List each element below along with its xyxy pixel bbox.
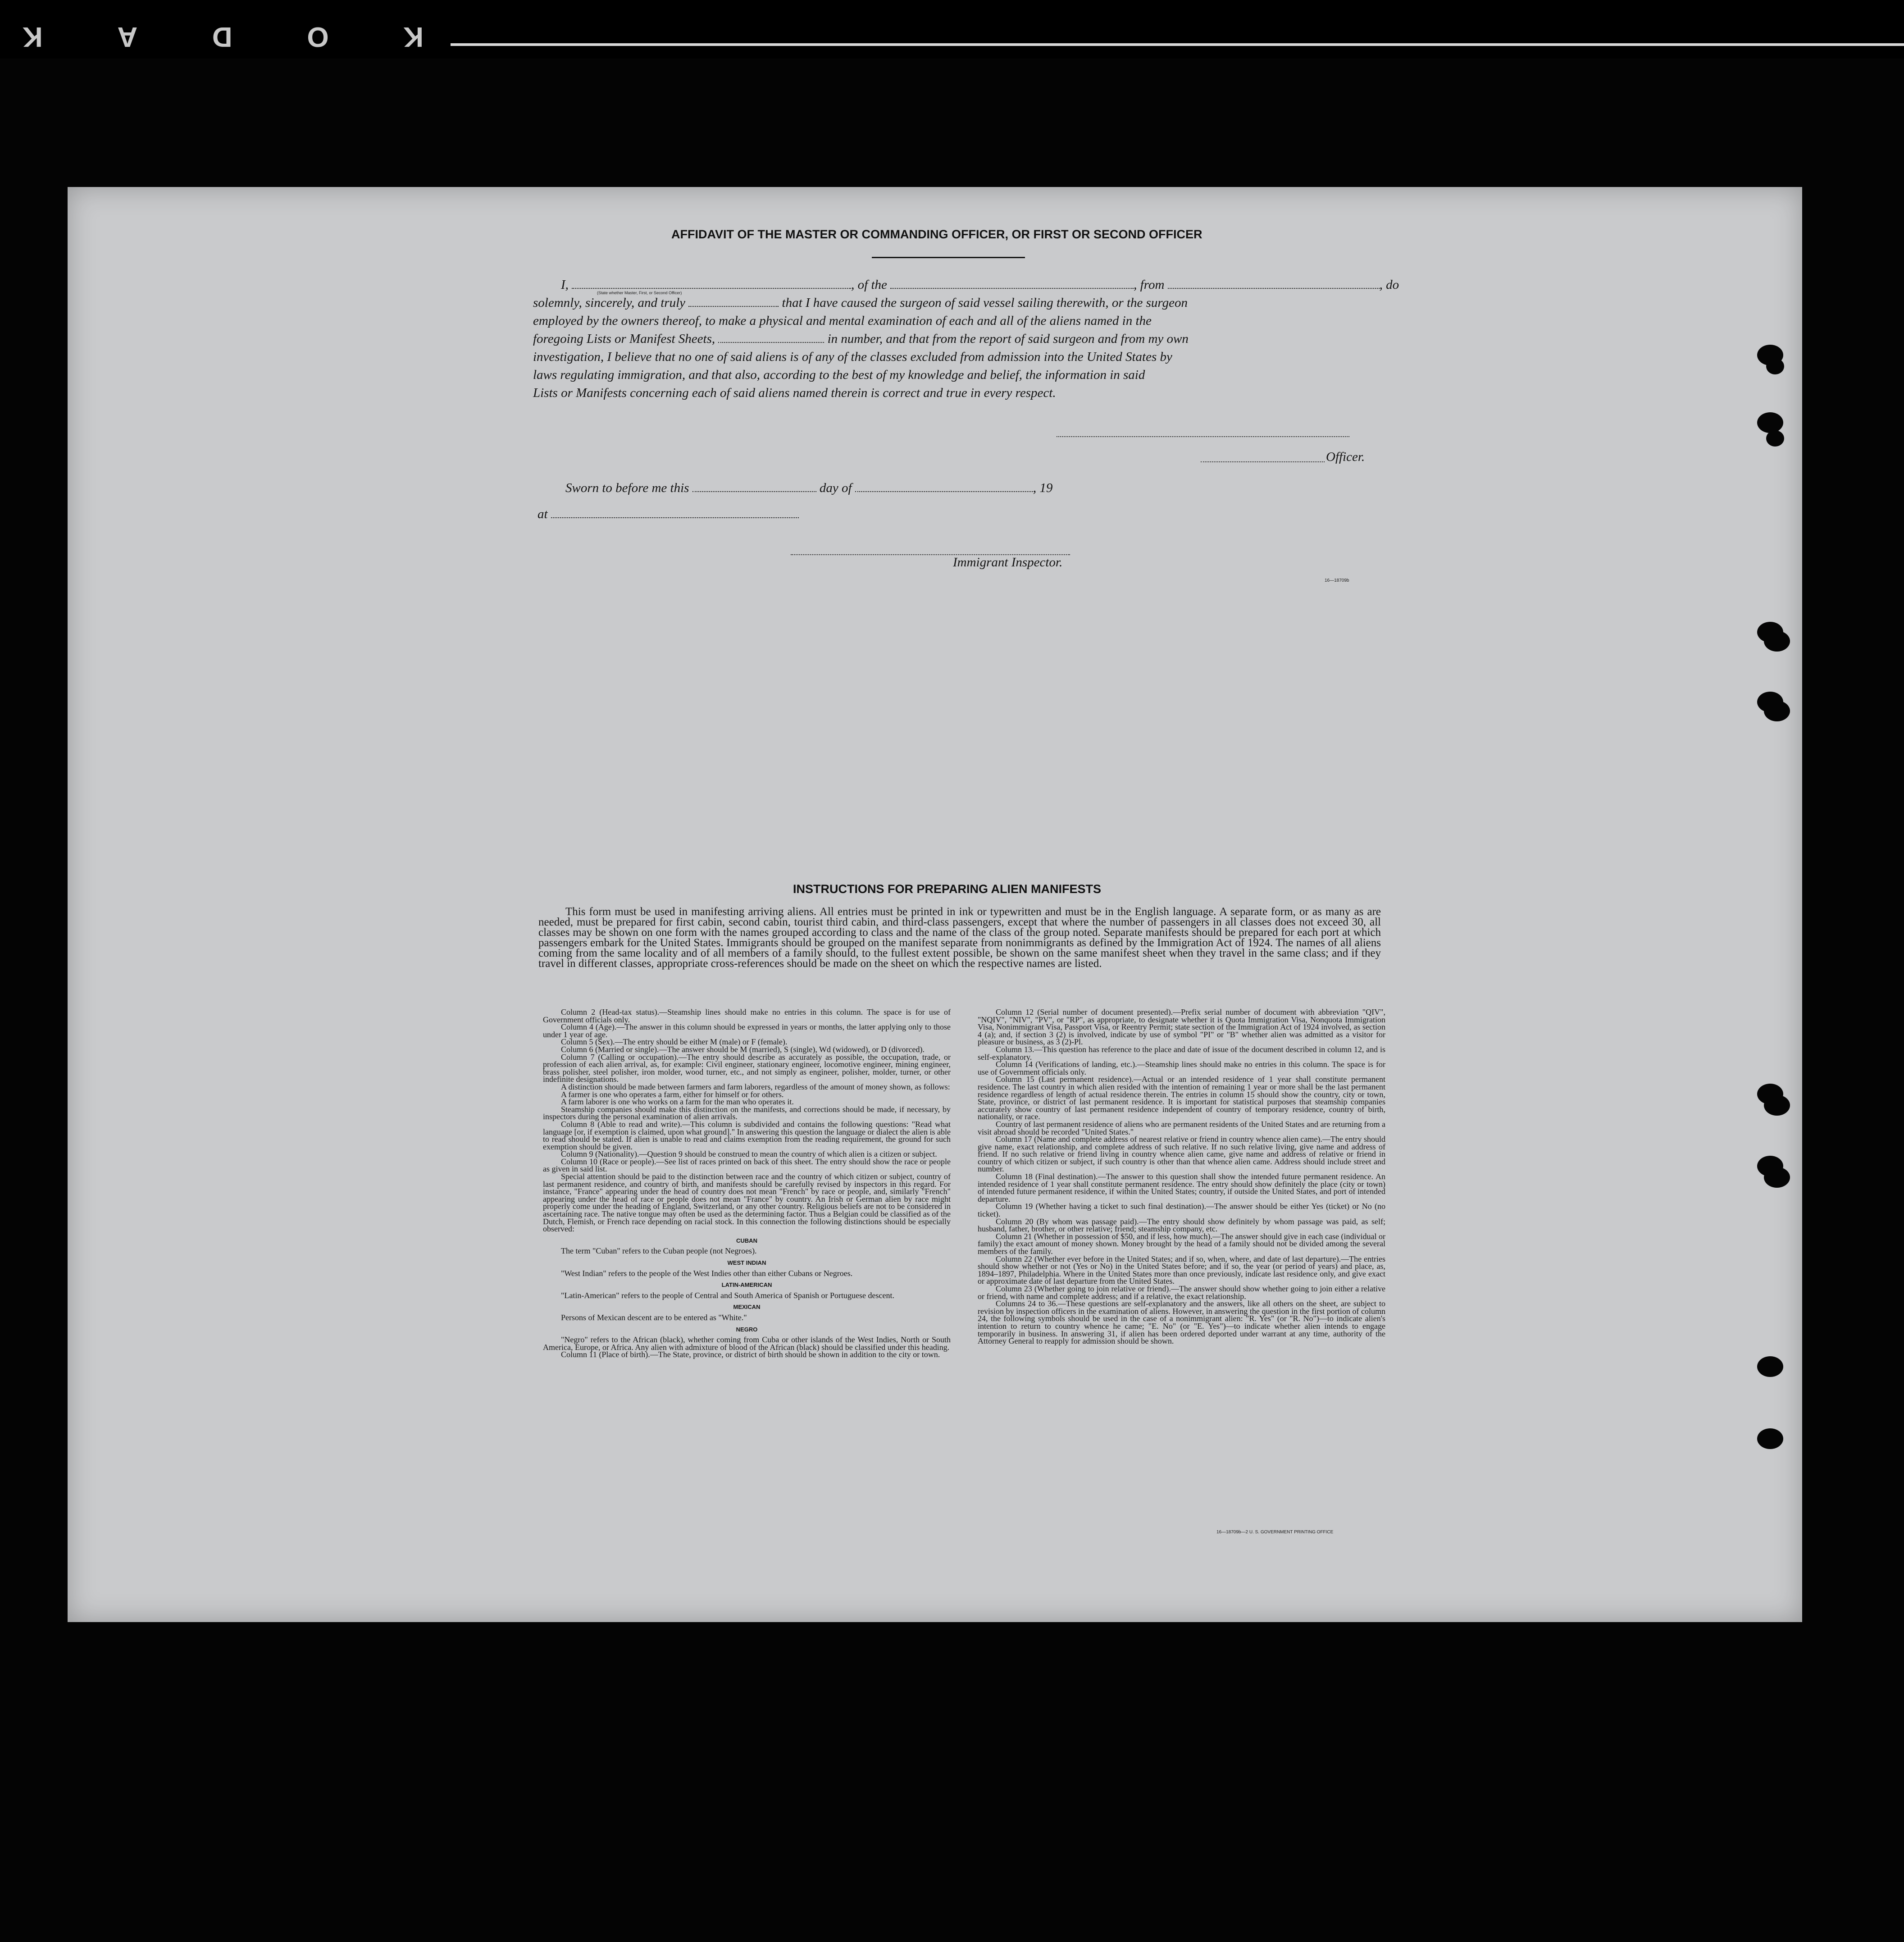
race-heading: MEXICAN <box>733 1304 761 1311</box>
punch-hole <box>1764 1167 1790 1188</box>
instruction-paragraph: Steamship companies should make this distinction on the manifests, and corrections should be made, if necessary, by inspectors during the personal examination of alien arrivals. <box>543 1104 951 1121</box>
text-from: , from <box>1134 278 1165 292</box>
race-definition: "West Indian" refers to the people of the West Indies other than either Cubans or Negroes. <box>561 1268 853 1278</box>
instruction-paragraph: A farmer is one who operates a farm, either for himself or for others. <box>561 1090 784 1099</box>
instruction-paragraph: Columns 24 to 36.—These questions are self-explanatory and the answers, like all others on the sheet, are subject to revision by inspection officers in the examination of aliens. However, in answering the question in the first portion of column 24, the following symbols should be used in the case of a nonimmigrant alien: "R. Yes" (or "R. No")—to indicate alien's intention to return to country whence he came; "E. No" (or "E. Yes")—to indicate whether alien intends to engage temporarily in business. In answering 31, if alien has been ordered deported under warrant at any time, authority of the Attorney General to reapply for admission should be shown. <box>978 1299 1385 1346</box>
race-heading: LATIN-AMERICAN <box>721 1281 772 1289</box>
sworn-month-blank <box>855 481 1033 492</box>
instructions-right-column <box>978 1008 1385 1527</box>
instructions-intro: This form must be used in manifesting arriving aliens. All entries must be printed in ink or typewritten and must be in the English language. A separate form, or as many as are needed, must be prepared for first cabin, second cabin, tourist third cabin, and third-class passengers, except that where the number of passengers in all classes does not exceed 30, all classes may be shown on one form with the names grouped according to class and the name of the class of the group noted. Separate manifests should be prepared for each port at which passengers embark for the United States. Immigrants should be grouped on the manifest separate from nonimmigrants as defined by the Immigration Act of 1924. The names of all aliens coming from the same locality and of all members of a family should, to the fullest extent possible, be shown on the same manifest sheet when they travel in the same class; and if they travel in different classes, appropriate cross-references should be made on the sheet on which the respective names are listed. <box>538 906 1381 970</box>
instruction-paragraph: A distinction should be made between farmers and farm laborers, regardless of the amount of money shown, as follows: <box>561 1082 950 1091</box>
instruction-paragraph: Column 19 (Whether having a ticket to such final destination).—The answer should be either Yes (ticket) or No (no ticket). <box>978 1202 1385 1219</box>
punch-hole <box>1757 1356 1783 1377</box>
officer-label: Officer. <box>1326 450 1365 464</box>
form-number: 16—18709b <box>1325 578 1349 583</box>
text-do: , do <box>1379 278 1399 292</box>
text-sworn: Sworn to before me this <box>565 481 689 495</box>
instruction-paragraph: Column 22 (Whether ever before in the United States; and if so, when, where, and date of last departure).—The entries should show whether or not (Yes or No) in the United States before; and if so, the year (or period of years) and place, as, 1894–1897, Philadelphia. Where in the United States more than once previously, indicate last residence only, and give exact or approximate date of last departure from the United States. <box>978 1254 1385 1286</box>
text-i: I, <box>561 278 569 292</box>
sheet-count-blank <box>718 332 824 343</box>
race-heading: NEGRO <box>736 1326 758 1333</box>
affidavit-line-2 <box>533 294 1188 312</box>
officer-signature-line <box>1057 436 1349 437</box>
instruction-paragraph: Column 11 (Place of birth).—The State, province, or district of birth should be shown in addition to the city or town. <box>561 1350 940 1359</box>
film-strip-edge <box>0 0 1904 59</box>
vessel-name-blank <box>890 278 1134 289</box>
instruction-paragraph: Column 9 (Nationality).—Question 9 should be construed to mean the country of which alien is a citizen or subject. <box>561 1149 937 1159</box>
instruction-paragraph: Country of last permanent residence of aliens who are permanent residents of the United States and are returning from a visit abroad should be recorded "United States." <box>978 1119 1385 1136</box>
instruction-paragraph: Column 21 (Whether in possession of $50, and if less, how much).—The answer should give in each case (individual or family) the exact amount of money shown. Money brought by the head of a family should not be divided among the several members of the family. <box>978 1231 1385 1256</box>
punch-hole <box>1766 358 1784 374</box>
text-at: at <box>537 507 548 521</box>
race-definition: Persons of Mexican descent are to be entered as "White." <box>561 1313 747 1322</box>
kodak-edge-print <box>18 21 424 53</box>
instructions-title: INSTRUCTIONS FOR PREPARING ALIEN MANIFESTS <box>793 882 1102 896</box>
affidavit-line-4 <box>533 330 1189 348</box>
film-letter: K <box>18 21 43 52</box>
punch-hole <box>1766 430 1784 447</box>
affidavit-line-5: investigation, I believe that no one of said aliens is of any of the classes excluded from admission into the United States by <box>533 350 1172 364</box>
instruction-paragraph: Special attention should be paid to the distinction between race and the country of which citizen or subject, country of last permanent residence, and country of birth, and manifests should be carefully revised by inspectors in this regard. For instance, "France" appearing under the head of country does not mean "French" by race or people, and, similarly "French" appearing under the head of race or people does not mean "France" by country. An Irish or German alien by race might properly come under the heading of England, Switzerland, or any other country. Religious beliefs are not to be considered in ascertaining race. The native tongue may often be used as the determining factor. Thus a Belgian could be classified as of the Dutch, Flemish, or French race depending on racial stock. In this connection the following distinctions should be especially observed: <box>543 1172 951 1234</box>
punch-hole <box>1757 412 1783 433</box>
title-underline <box>872 257 1025 258</box>
instruction-paragraph: Column 15 (Last permanent residence).—Actual or an intended residence of 1 year shall constitute permanent residence. The last country in which alien resided with the intention of remaining 1 year or more shall be the last permanent residence regardless of length of actual residence therein. The entries in column 15 should show the country, city or town, State, province, or district of last permanent residence. It is important for statistical purposes that steamship companies accurately show country of last permanent residence independent of country of temporary residence, country of birth, nationality, or race. <box>978 1075 1385 1121</box>
instruction-paragraph: Column 2 (Head-tax status).—Steamship lines should make no entries in this column. The space is for use of Government officials only. <box>543 1008 951 1024</box>
instruction-paragraph: Column 7 (Calling or occupation).—The entry should describe as accurately as possible, the occupation, trade, or profession of each alien arrival, as, for example: Civil engineer, stationary engineer, locomotive engineer, mining engineer, brass polisher, steel polisher, iron molder, wood turner, etc., and not simply as engineer, polisher, molder, turner, or other indefinite designations. <box>543 1052 951 1084</box>
text-in-number: in number, and that from the report of said surgeon and from my own <box>827 332 1189 346</box>
declare-blank <box>688 296 779 307</box>
instructions-left-column <box>543 1008 951 1524</box>
inspector-label: Immigrant Inspector. <box>953 555 1063 570</box>
officer-rank-blank <box>572 278 851 289</box>
rank-note: (State whether Master, First, or Second Officer) <box>597 291 682 295</box>
film-edge-line <box>451 43 1904 46</box>
at-line <box>537 505 799 523</box>
instruction-paragraph: Column 20 (By whom was passage paid).—The entry should show definitely by whom passage was paid, as self; husband, father, brother, or other relative; friend; steamship company, etc. <box>978 1217 1385 1234</box>
film-letter: K <box>399 21 424 52</box>
instruction-paragraph: Column 17 (Name and complete address of nearest relative or friend in country whence alien came).—The entry should give name, exact relationship, and complete address of such relative. If no such relative living, give name and address of friend. If no such relative or friend living in country whence alien came, give name and address of relative or friend in country of which citizen or subject, if such country is other than that whence alien came. Address should include street and number. <box>978 1135 1385 1174</box>
text-solemnly: solemnly, sincerely, and truly <box>533 296 686 310</box>
sworn-day-blank <box>692 481 816 492</box>
instruction-paragraph: Column 14 (Verifications of landing, etc.).—Steamship lines should make no entries in this column. The space is for use of Government officials only. <box>978 1060 1385 1076</box>
instruction-paragraph: Column 8 (Able to read and write).—This column is subdivided and contains the following questions: "Read what language [or, if exemption is claimed, upon what ground]." In answering this question the language or dialect the alien is able to read should be stated. If alien is unable to read and claims exemption from the reading requirement, the ground for such exemption should be given. <box>543 1119 951 1151</box>
officer-title-line <box>1201 461 1325 462</box>
affidavit-line-6: laws regulating immigration, and that also, according to the best of my knowledge and belief, the information in said <box>533 368 1145 382</box>
text-foregoing: foregoing Lists or Manifest Sheets, <box>533 332 715 346</box>
sworn-place-blank <box>551 507 799 518</box>
printing-office-footer: 16—18709b—2 U. S. GOVERNMENT PRINTING OFFICE <box>1216 1530 1334 1535</box>
race-definition: The term "Cuban" refers to the Cuban people (not Negroes). <box>561 1246 757 1256</box>
instruction-paragraph: Column 6 (Married or single).—The answer should be M (married), S (single), Wd (widowed), or D (divorced). <box>561 1044 925 1054</box>
punch-hole <box>1764 701 1790 721</box>
instruction-paragraph: Column 10 (Race or people).—See list of races printed on back of this sheet. The entry should show the race or people as given in said list. <box>543 1157 951 1174</box>
instruction-paragraph: Column 12 (Serial number of document presented).—Prefix serial number of document with abbreviation "QIV", "NQIV", "NIV", "PV", or "RP", as appropriate, to designate whether it is Quota Immigration Visa, Nonquota Immigration Visa, Nonimmigrant Visa, Passport Visa, or Reentry Permit; state section of the Immigration Act of 1924 involved, as section 4 (a); and, if section 3 (2) is involved, indicate by use of symbol "PI" or "B" whether alien was admitted as a visitor for pleasure or business, as 3 (2)-Pl. <box>978 1008 1385 1047</box>
affidavit-title: AFFIDAVIT OF THE MASTER OR COMMANDING OFFICER, OR FIRST OR SECOND OFFICER <box>671 228 1203 241</box>
affidavit-line-7: Lists or Manifests concerning each of said aliens named therein is correct and true in every respect. <box>533 386 1056 400</box>
instruction-paragraph: A farm laborer is one who works on a farm for the man who operates it. <box>561 1097 794 1107</box>
race-definition: "Latin-American" refers to the people of Central and South America of Spanish or Portuguese descent. <box>561 1290 894 1300</box>
instruction-paragraph: Column 18 (Final destination).—The answer to this question shall show the intended future permanent residence. An intended residence of 1 year shall constitute permanent residence. The entry should show definitely the place (city or town) of intended future permanent residence, if within the United States; country, if outside the United States, and port of intended departure. <box>978 1172 1385 1203</box>
departure-port-blank <box>1168 278 1380 289</box>
punch-hole <box>1764 631 1790 652</box>
punch-hole <box>1757 1428 1783 1449</box>
film-letter: O <box>302 21 329 52</box>
instruction-paragraph: Column 23 (Whether going to join relative or friend).—The answer should show whether going to join either a relative or friend, with name and complete address; and if a relative, the exact relationship. <box>978 1284 1385 1301</box>
punch-hole <box>1764 1095 1790 1116</box>
instruction-paragraph: Column 5 (Sex).—The entry should be either M (male) or F (female). <box>561 1037 788 1047</box>
film-letter: D <box>207 21 232 52</box>
text-day-of: day of <box>819 481 852 495</box>
text-year: , 19 <box>1033 481 1053 495</box>
film-letter: A <box>113 21 138 52</box>
instruction-paragraph: Column 13.—This question has reference to the place and date of issue of the document described in column 12, and is self-explanatory. <box>978 1044 1385 1062</box>
instruction-paragraph: Column 4 (Age).—The answer in this column should be expressed in years or months, the latter applying only to those under 1 year of age. <box>543 1022 951 1039</box>
affidavit-line-3: employed by the owners thereof, to make a physical and mental examination of each and all of the aliens named in the <box>533 314 1152 328</box>
text-of-the: , of the <box>851 278 887 292</box>
race-heading: WEST INDIAN <box>727 1259 766 1266</box>
sworn-line <box>565 479 1052 497</box>
race-heading: CUBAN <box>736 1237 757 1244</box>
text-surgeon: that I have caused the surgeon of said vessel sailing therewith, or the surgeon <box>782 296 1188 310</box>
race-definition: "Negro" refers to the African (black), whether coming from Cuba or other islands of the West Indies, North or South America, Europe, or Africa. Any alien with admixture of blood of the African (black) should be classified under this heading. <box>543 1335 951 1352</box>
